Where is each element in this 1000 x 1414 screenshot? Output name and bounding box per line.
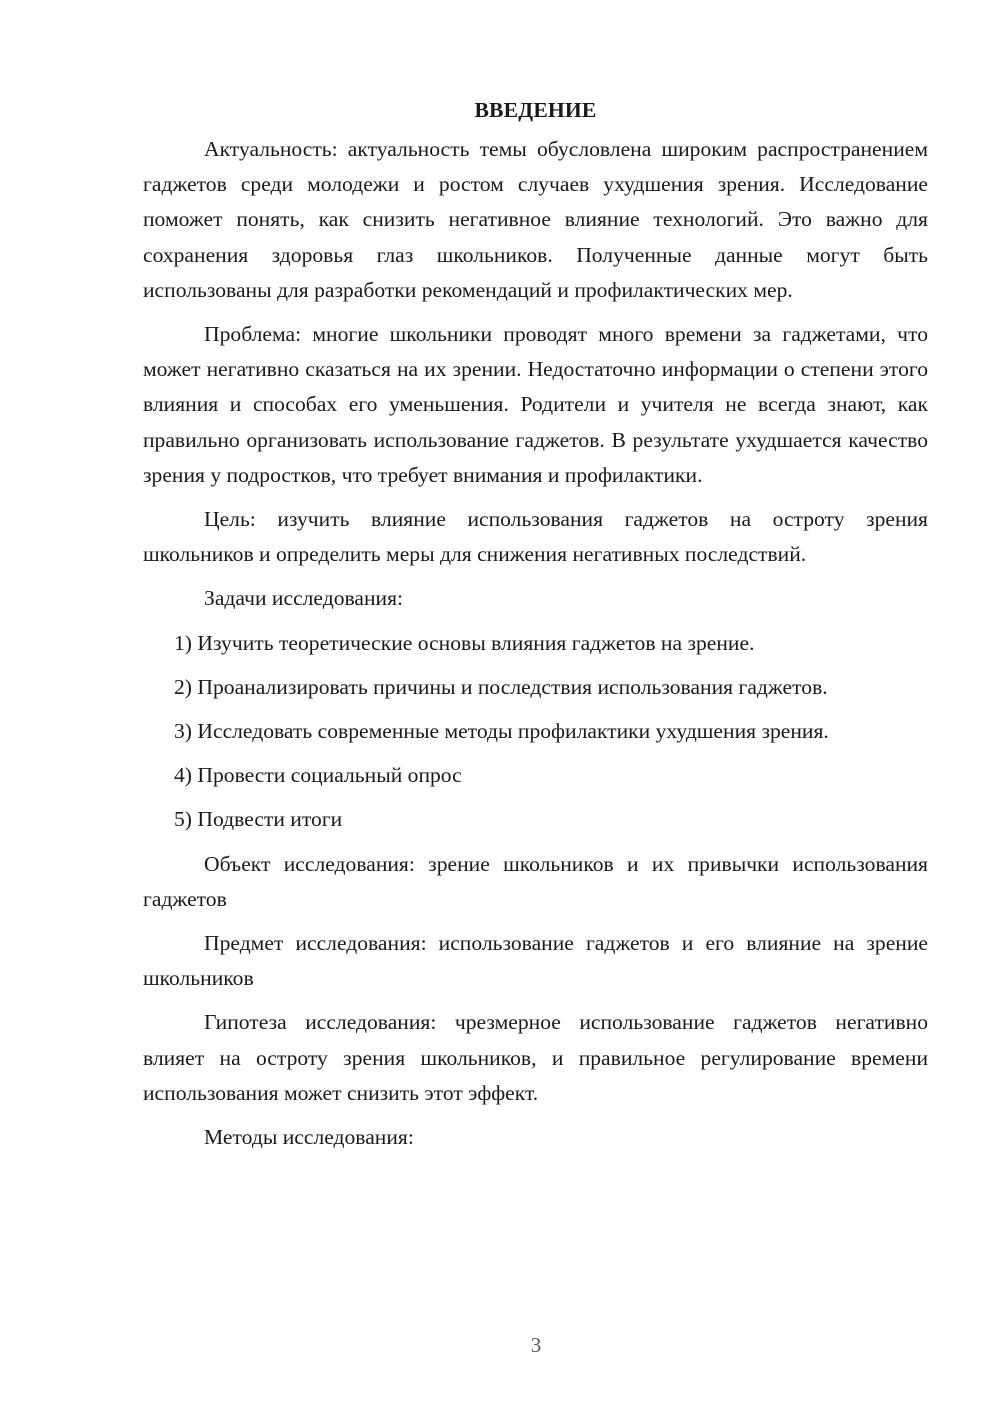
document-page xyxy=(143,95,928,1164)
methods-heading: Методы исследования: xyxy=(204,1125,414,1150)
task-item-2: 2) Проанализировать причины и последствия использования гаджетов. xyxy=(174,674,828,699)
goal-paragraph: Цель: изучить влияние использования гаджетов на остроту зрения школьников и определить меры для снижения негативных последствий. xyxy=(143,507,928,567)
task-item-4: 4) Провести социальный опрос xyxy=(174,763,462,788)
page-title: ВВЕДЕНИЕ xyxy=(474,98,597,122)
hypothesis-paragraph: Гипотеза исследования: чрезмерное использование гаджетов негативно влияет на остроту зрения школьников, и правильное регулирование времени использования может снизить этот эффект. xyxy=(143,1010,928,1105)
subject-paragraph: Предмет исследования: использование гаджетов и его влияние на зрение школьников xyxy=(143,931,928,991)
object-paragraph: Объект исследования: зрение школьников и их привычки использования гаджетов xyxy=(143,851,928,911)
problem-paragraph: Проблема: многие школьники проводят много времени за гаджетами, что может негативно сказаться на их зрении. Недостаточно информации о степени этого влияния и способах его уменьшения. Родители и учителя не всегда знают, как правильно организовать использование гаджетов. В результате ухудшается качество зрения у подростков, что требует внимания и профилактики. xyxy=(143,322,928,487)
relevance-paragraph: Актуальность: актуальность темы обусловлена широким распространением гаджетов среди молодежи и ростом случаев ухудшения зрения. Исследование поможет понять, как снизить негативное влияние технологий. Это важно для сохранения здоровья глаз школьников. Полученные данные могут быть использованы для разработки рекомендаций и профилактических мер. xyxy=(143,137,928,302)
page-number: 3 xyxy=(530,1333,542,1357)
task-item-5: 5) Подвести итоги xyxy=(174,807,343,832)
task-item-1: 1) Изучить теоретические основы влияния гаджетов на зрение. xyxy=(174,630,755,655)
task-item-3: 3) Исследовать современные методы профилактики ухудшения зрения. xyxy=(174,719,829,744)
tasks-heading: Задачи исследования: xyxy=(204,586,404,611)
